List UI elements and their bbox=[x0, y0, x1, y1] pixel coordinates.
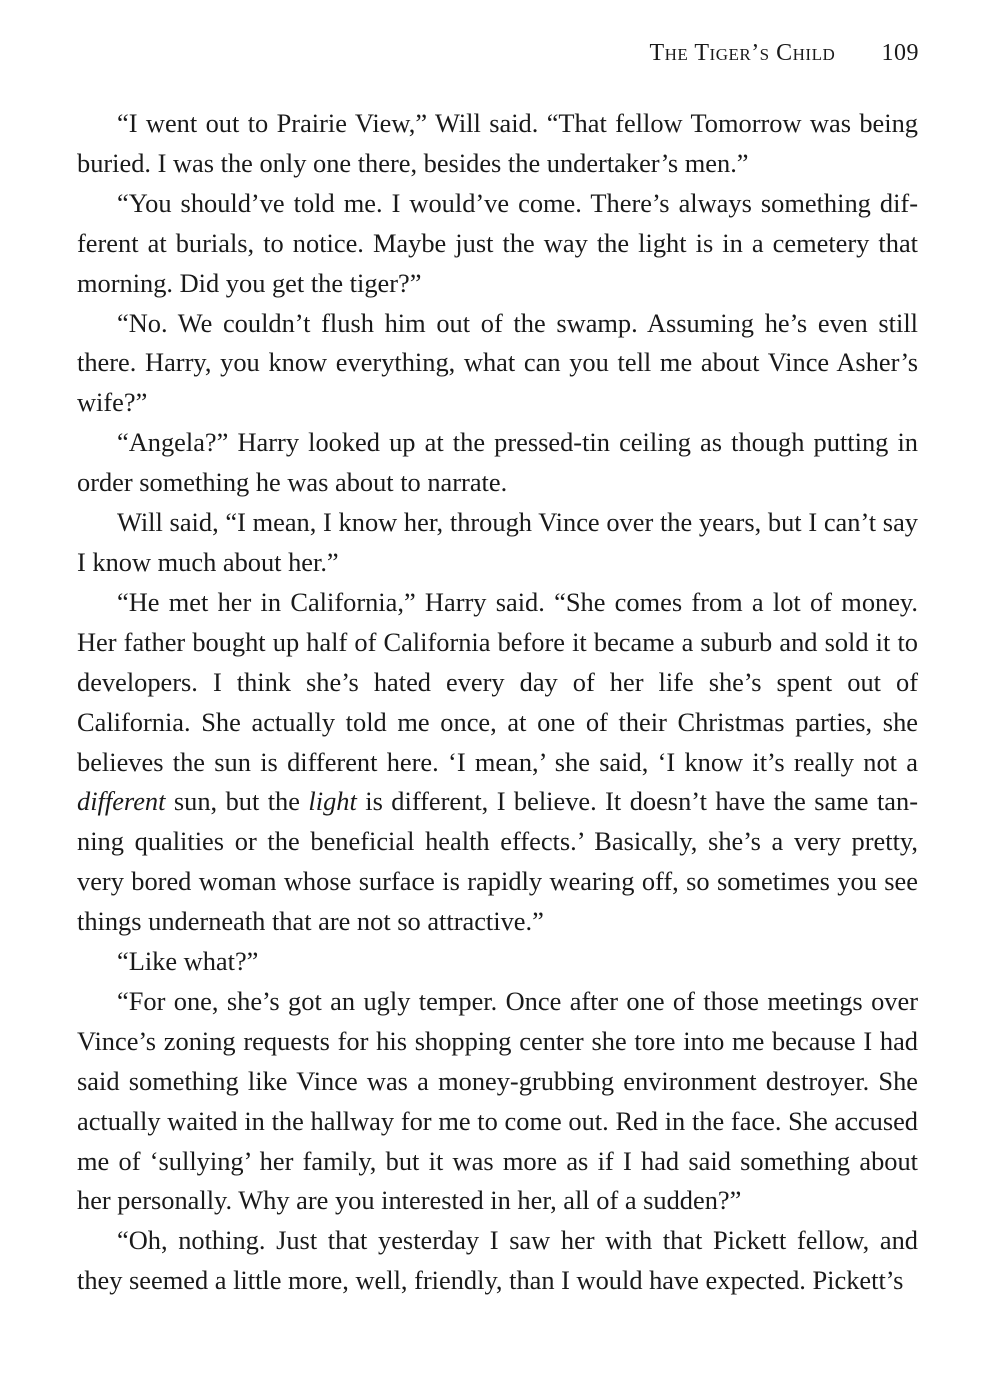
italic-word: different bbox=[77, 786, 166, 817]
page-number: 109 bbox=[881, 40, 919, 66]
book-title: The Tiger’s Child bbox=[649, 40, 836, 66]
paragraph: “You should’ve told me. I would’ve come. There’s always something different at burials, to notice. Maybe just the way the light is in a cemetery that morning. Did you get the tiger?” bbox=[77, 187, 918, 298]
italic-word: light bbox=[308, 786, 357, 817]
paragraph: “Like what?” bbox=[117, 946, 259, 977]
paragraph: “Oh, nothing. Just that yesterday I saw her with that Pickett fellow, and they seemed a little more, well, friendly, than I would have expected. Pickett’s bbox=[77, 1225, 918, 1296]
body-text bbox=[77, 104, 918, 1301]
paragraph bbox=[77, 583, 918, 942]
paragraph: “No. We couldn’t flush him out of the swamp. Assuming he’s even still there. Harry, you know everything, what can you tell me about Vince Asher’s wife?” bbox=[77, 307, 918, 418]
paragraph-segment: sun, but the bbox=[165, 786, 309, 817]
paragraph-segment: “He met her in California,” Harry said. “She comes from a lot of money. Her father bought up half of California before it became a suburb and sold it to developers. I think she’s hated every day of her life she’s spent out of California. She actually told me once, at one of their Christmas parties, she believes the sun is different here. ‘I mean,’ she said, ‘I know it’s really not a bbox=[77, 586, 918, 777]
paragraph: Will said, “I mean, I know her, through Vince over the years, but I can’t say I know much about her.” bbox=[77, 507, 918, 577]
paragraph-segment: is different, I believe. It doesn’t have the same tanning qualities or the beneficial health effects.’ Basically, she’s a very pretty, very bored woman whose surface is rapidly wearing off, so sometimes you see things underneath that are not so attractive.” bbox=[77, 786, 918, 937]
paragraph: “Angela?” Harry looked up at the pressed-tin ceiling as though putting in order something he was about to narrate. bbox=[77, 427, 918, 498]
running-head bbox=[649, 40, 919, 67]
paragraph: “I went out to Prairie View,” Will said. “That fellow Tomorrow was being buried. I was the only one there, besides the undertaker’s men.” bbox=[77, 108, 918, 178]
paragraph: “For one, she’s got an ugly temper. Once after one of those meetings over Vince’s zoning requests for his shopping center she tore into me because I had said something like Vince was a money-grubbing environment destroyer. She actually waited in the hallway for me to come out. Red in the face. She accused me of ‘sullying’ her family, but it was more as if I had said something about her personally. Why are you interested in her, all of a sudden?” bbox=[77, 985, 918, 1216]
